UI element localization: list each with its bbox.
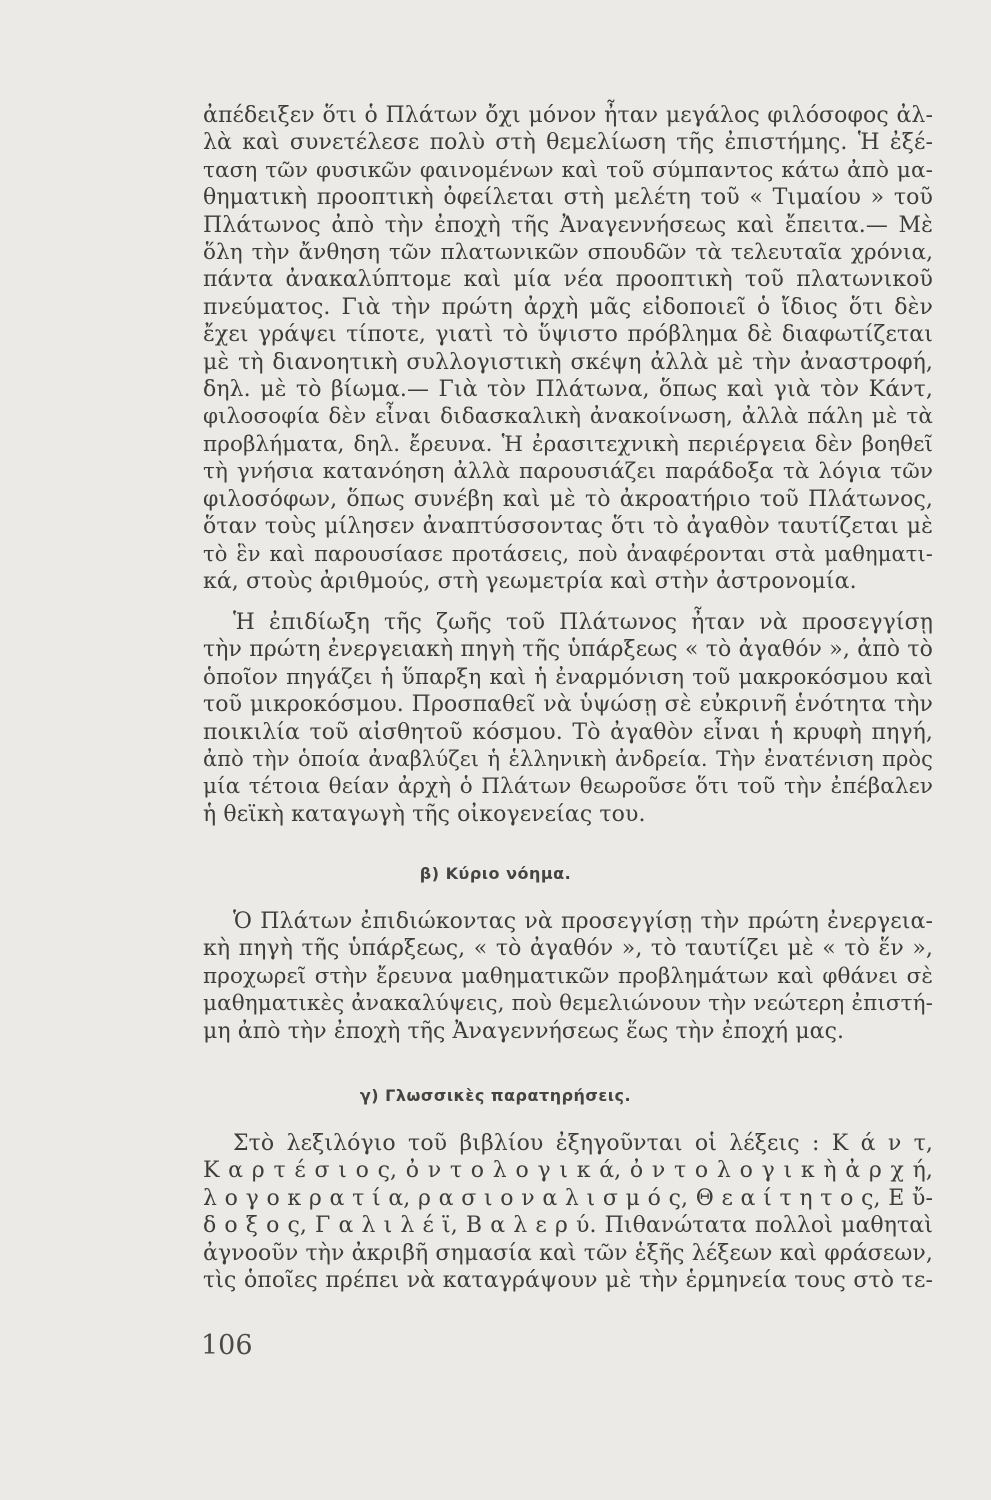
text-line: μη ἀπὸ τὴν ἐποχὴ τῆς Ἀναγεννήσεως ἕως τὴν ἐποχή μας. xyxy=(203,1018,845,1044)
text-line: κά, στοὺς ἀριθμούς, στὴ γεωμετρία καὶ στὴν ἀστρονομία. xyxy=(203,568,857,594)
text-line: ὅταν τοὺς μίλησεν ἀναπτύσσοντας ὅτι τὸ ἀγαθὸν ταυτίζεται μὲ xyxy=(203,514,933,540)
text-line: λ ο γ ο κ ρ α τ ί α, ρ α σ ι ο ν α λ ι σ μ ό ς, Θ ε α ί τ η τ ο ς, Ε ὔ- xyxy=(203,1185,933,1211)
text-line: τὶς ὁποῖες πρέπει νὰ καταγράψουν μὲ τὴν ἑρμηνεία τους στὸ τε- xyxy=(203,1268,933,1294)
text-line: τὴν πρώτη ἐνεργειακὴ πηγὴ τῆς ὑπάρξεως « τὸ ἀγαθόν », ἀπὸ τὸ xyxy=(203,637,933,663)
text-line: μὲ τὴ διανοητικὴ συλλογιστικὴ σκέψη ἀλλὰ μὲ τὴν ἀναστροφή, xyxy=(203,349,933,375)
paragraph-4 xyxy=(203,1130,933,1294)
text-line: τὸ ἓν καὶ παρουσίασε προτάσεις, ποὺ ἀναφέρονται στὰ μαθηματι- xyxy=(203,541,933,566)
text-line: ταση τῶν φυσικῶν φαινομένων καὶ τοῦ σύμπαντος κάτω ἀπὸ μα- xyxy=(203,157,933,183)
text-line: πάντα ἀνακαλύπτομε καὶ μία νέα προοπτικὴ τοῦ πλατωνικοῦ xyxy=(203,267,933,293)
text-line: λὰ καὶ συνετέλεσε πολὺ στὴ θεμελίωση τῆς ἐπιστήμης. Ἡ ἐξέ- xyxy=(203,130,933,156)
text-line: πνεύματος. Γιὰ τὴν πρώτη ἀρχὴ μᾶς εἰδοποιεῖ ὁ ἴδιος ὅτι δὲν xyxy=(203,294,933,320)
text-line: φιλοσοφία δὲν εἶναι διδασκαλικὴ ἀνακοίνωση, ἀλλὰ πάλη μὲ τὰ xyxy=(203,404,933,430)
text-line: ὅλη τὴν ἄνθηση τῶν πλατωνικῶν σπουδῶν τὰ τελευταῖα χρόνια, xyxy=(203,240,933,266)
text-line: κὴ πηγὴ τῆς ὑπάρξεως, « τὸ ἀγαθόν », τὸ ταυτίζει μὲ « τὸ ἕν », xyxy=(203,936,933,962)
text-line: προβλήματα, δηλ. ἔρευνα. Ἡ ἐρασιτεχνικὴ περιέργεια δὲν βοηθεῖ xyxy=(203,431,933,457)
text-line: προχωρεῖ στὴν ἔρευνα μαθηματικῶν προβλημάτων καὶ φθάνει σὲ xyxy=(203,963,933,989)
text-line: τὴ γνήσια κατανόηση ἀλλὰ παρουσιάζει παράδοξα τὰ λόγια τῶν xyxy=(203,459,933,485)
paragraph-2 xyxy=(203,609,933,828)
paragraph-1 xyxy=(203,102,933,595)
section-heading-b: β) Κύριο νόημα. xyxy=(419,864,572,883)
text-line: φιλοσόφων, ὅπως συνέβη καὶ μὲ τὸ ἀκροατήριο τοῦ Πλάτωνος, xyxy=(203,486,933,512)
text-line: Ἡ ἐπιδίωξη τῆς ζωῆς τοῦ Πλάτωνος ἦταν νὰ προσεγγίσῃ xyxy=(233,610,933,635)
text-line: ἀπὸ τὴν ὁποία ἀναβλύζει ἡ ἑλληνικὴ ἀνδρεία. Τὴν ἐνατένιση πρὸς xyxy=(203,747,933,772)
text-line: ἀγνοοῦν τὴν ἀκριβῆ σημασία καὶ τῶν ἑξῆς λέξεων καὶ φράσεων, xyxy=(203,1240,933,1266)
text-line: ὁποῖον πηγάζει ἡ ὕπαρξη καὶ ἡ ἐναρμόνιση τοῦ μακροκόσμου καὶ xyxy=(203,664,933,690)
section-heading-c: γ) Γλωσσικὲς παρατηρήσεις. xyxy=(359,1086,632,1105)
text-line: ἡ θεϊκὴ καταγωγὴ τῆς οἰκογενείας του. xyxy=(203,801,646,827)
text-line: Ὁ Πλάτων ἐπιδιώκοντας νὰ προσεγγίσῃ τὴν πρώτη ἐνεργεια- xyxy=(233,909,933,934)
text-line: ποικιλία τοῦ αἰσθητοῦ κόσμου. Τὸ ἀγαθὸν εἶναι ἡ κρυφὴ πηγή, xyxy=(203,719,933,745)
text-line: Πλάτωνος ἀπὸ τὴν ἐποχὴ τῆς Ἀναγεννήσεως καὶ ἔπειτα.— Μὲ xyxy=(203,212,933,238)
text-line: τοῦ μικροκόσμου. Προσπαθεῖ νὰ ὑψώσῃ σὲ εὐκρινῆ ἑνότητα τὴν xyxy=(203,692,933,718)
text-line: θηματικὴ προοπτικὴ ὀφείλεται στὴ μελέτη τοῦ « Τιμαίου » τοῦ xyxy=(203,185,933,211)
text-line: ἀπέδειξεν ὅτι ὁ Πλάτων ὄχι μόνον ἦταν μεγάλος φιλόσοφος ἀλ- xyxy=(203,103,933,128)
page-number: 106 xyxy=(201,1330,253,1361)
text-line: Στὸ λεξιλόγιο τοῦ βιβλίου ἐξηγοῦνται οἱ λέξεις : Κ ά ν τ, xyxy=(233,1131,933,1156)
text-line: ἔχει γράψει τίποτε, γιατὶ τὸ ὕψιστο πρόβλημα δὲ διαφωτίζεται xyxy=(203,322,933,348)
text-line: μαθηματικὲς ἀνακαλύψεις, ποὺ θεμελιώνουν τὴν νεώτερη ἐπιστή- xyxy=(203,991,933,1017)
text-line: δηλ. μὲ τὸ βίωμα.— Γιὰ τὸν Πλάτωνα, ὅπως καὶ γιὰ τὸν Κάντ, xyxy=(203,377,933,403)
text-line: δ ο ξ ο ς, Γ α λ ι λ έ ϊ, Β α λ ε ρ ύ. Πιθανώτατα πολλοὶ μαθηταὶ xyxy=(203,1213,933,1239)
text-line: Κ α ρ τ έ σ ι ο ς, ὀ ν τ ο λ ο γ ι κ ά, ὀ ν τ ο λ ο γ ι κ ὴ ἀ ρ χ ή, xyxy=(203,1158,933,1184)
paragraph-3 xyxy=(203,908,933,1045)
text-line: μία τέτοια θείαν ἀρχὴ ὁ Πλάτων θεωροῦσε ὅτι τοῦ τὴν ἐπέβαλεν xyxy=(203,774,933,800)
